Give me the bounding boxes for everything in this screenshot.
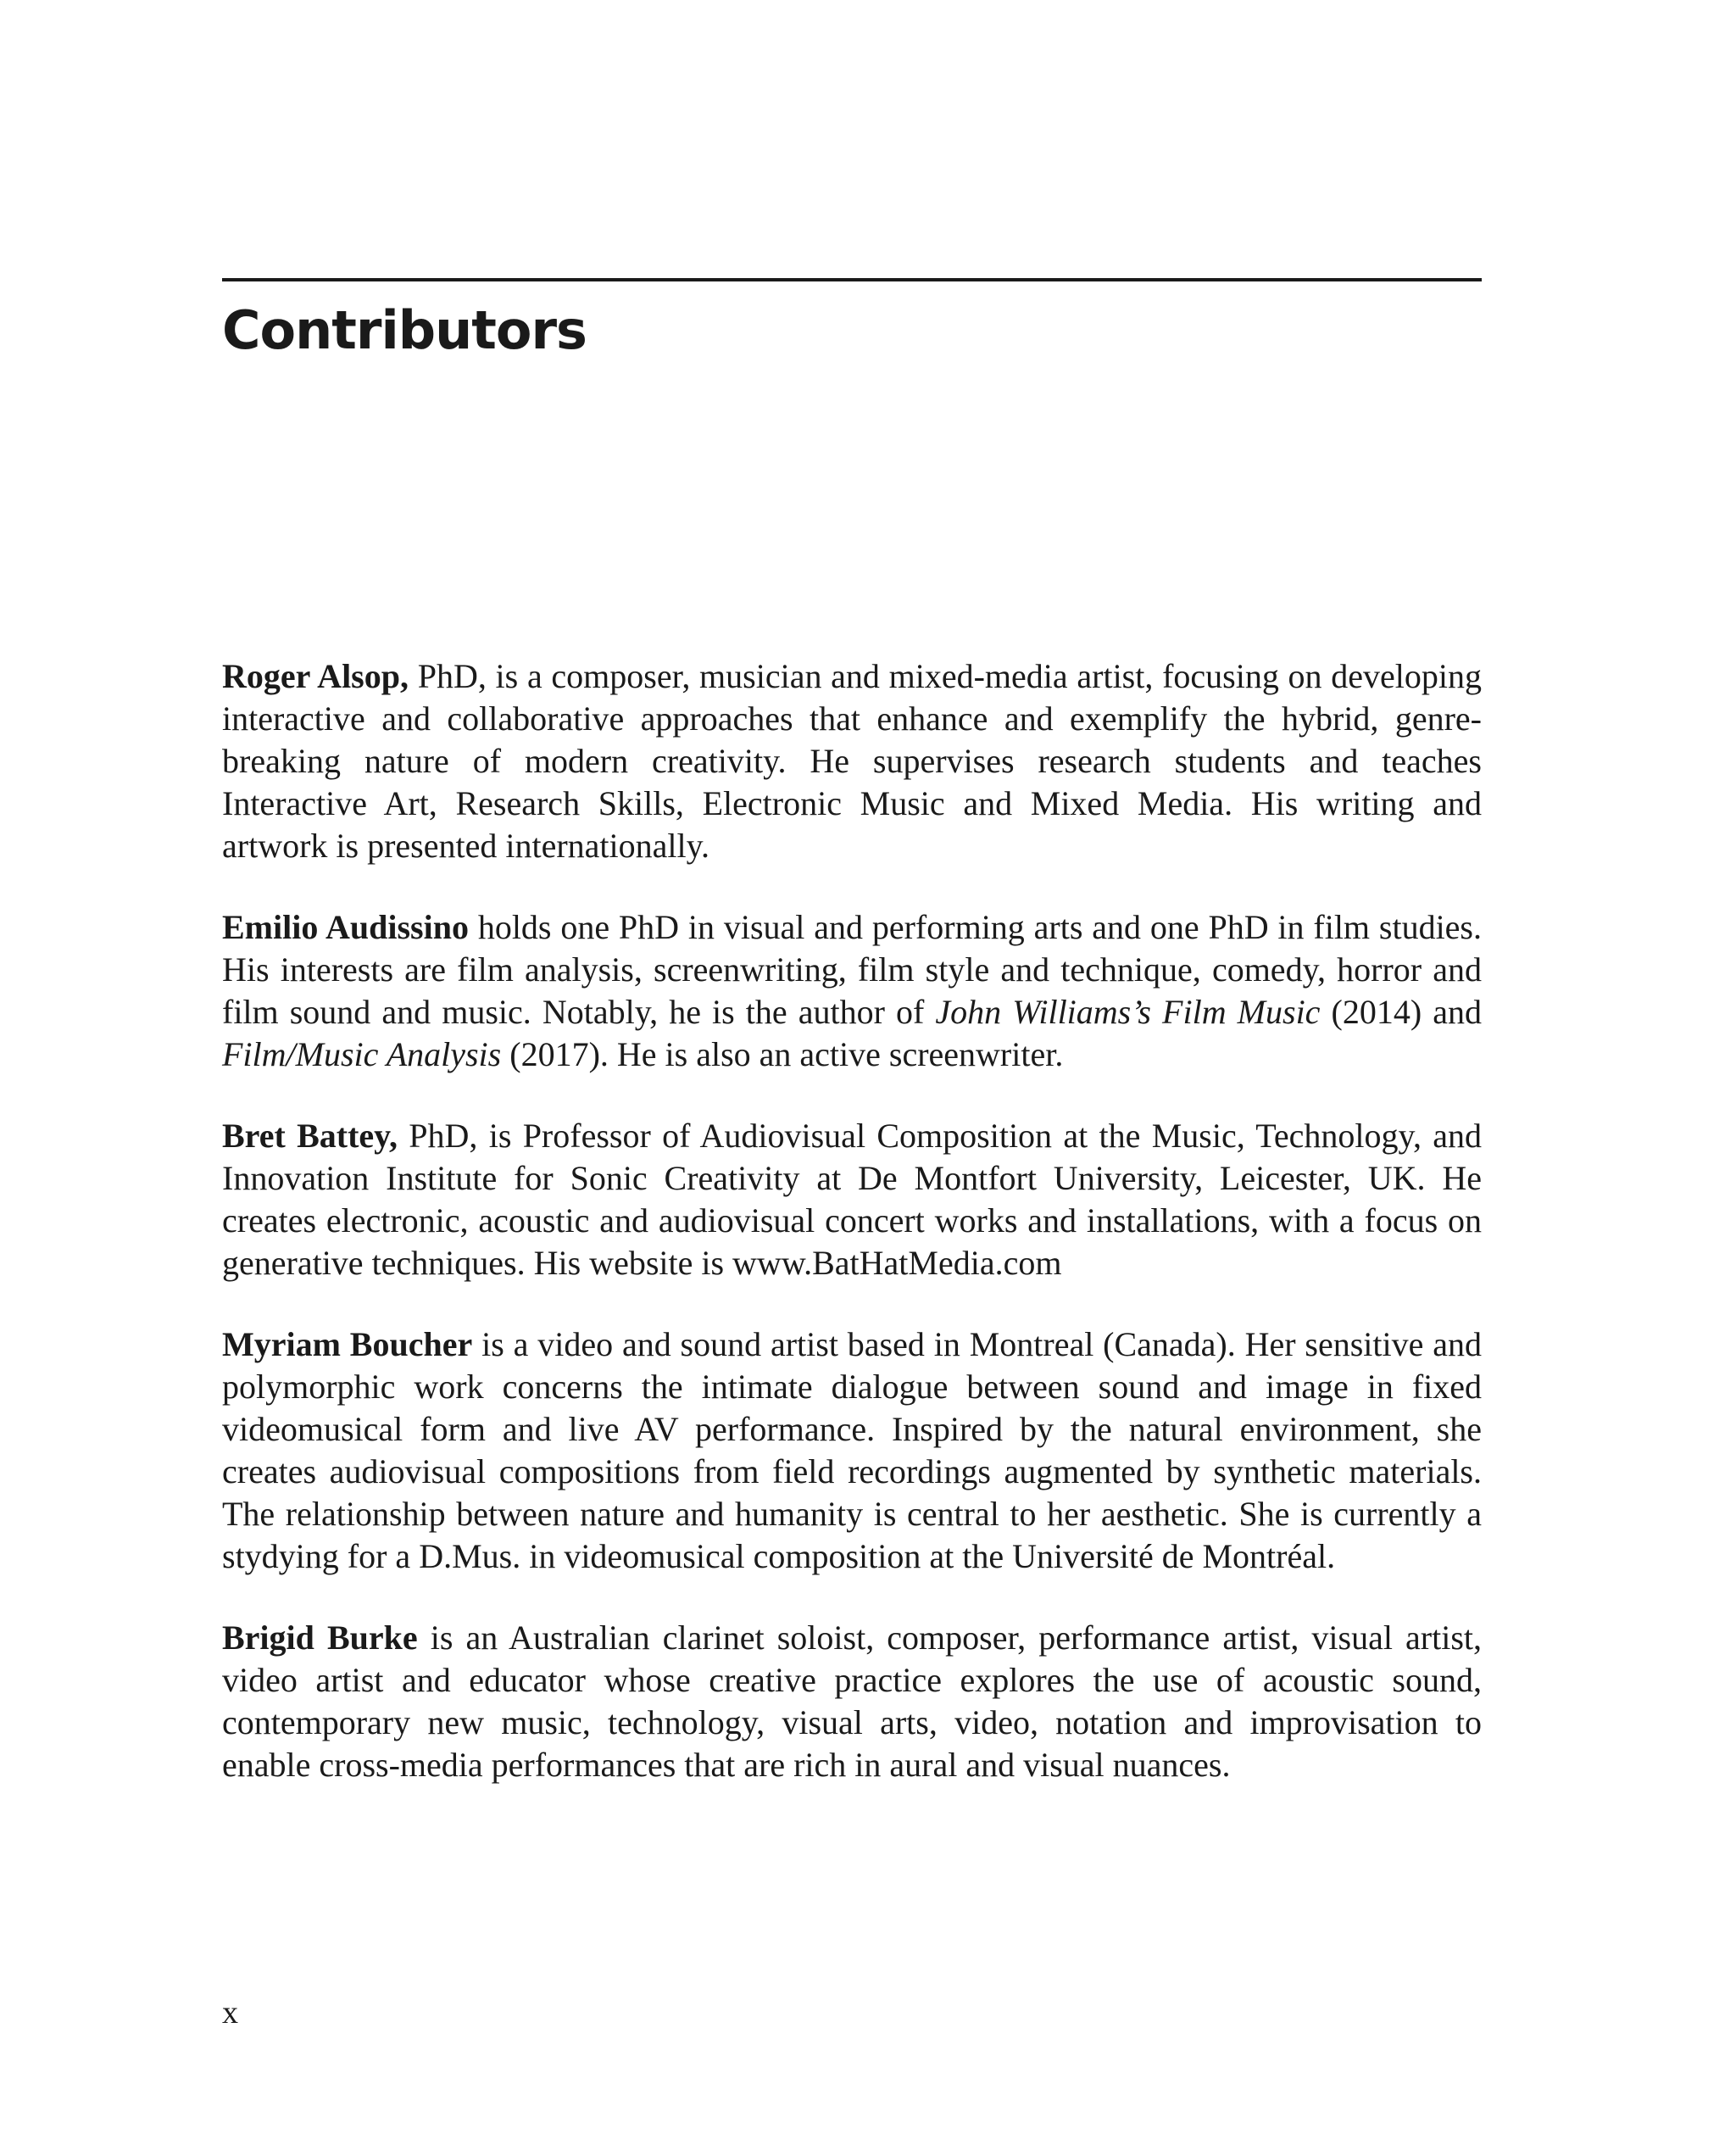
contributor-bio: PhD, is a composer, musician and mixed-media artist, focusing on developing interactive and collaborative approaches that enhance and exemplify the hybrid, genre-breaking nature of modern creativity. He supervises research students and teaches Interactive Art, Research Skills, Electronic Music and Mixed Media. His writing and artwork is presented internationally. xyxy=(222,657,1482,865)
contributor-name: Bret Battey, xyxy=(222,1117,398,1155)
contributor-name: Brigid Burke xyxy=(222,1618,418,1657)
contributor-name: Roger Alsop, xyxy=(222,657,409,695)
contributor-entry xyxy=(222,1617,1482,1786)
page-number: x xyxy=(222,1995,238,2031)
contributor-bio: is a video and sound artist based in Montreal (Canada). Her sensitive and polymorphic work concerns the intimate dialogue between sound and image in fixed videomusical form and live AV performance. Inspired by the natural environment, she creates audiovisual compositions from field recordings augmented by synthetic materials. The relationship between nature and humanity is central to her aesthetic. She is currently a stydying for a D.Mus. in videomusical composition at the Université de Montréal. xyxy=(222,1325,1483,1575)
contributor-entry xyxy=(222,1115,1482,1284)
contributor-name: Myriam Boucher xyxy=(222,1325,473,1363)
contributor-entry xyxy=(222,1323,1482,1578)
contributor-name: Emilio Audissino xyxy=(222,908,469,946)
book-page xyxy=(222,0,1482,2156)
contributor-bio: is an Australian clarinet soloist, composer, performance artist, visual artist, video artist and educator whose creative practice explores the use of acoustic sound, contemporary new music, technology, visual arts, video, notation and improvisation to enable cross-media performances that are rich in aural and visual nuances. xyxy=(222,1618,1482,1784)
contributor-bio: holds one PhD in visual and performing arts and one PhD in film studies. His interests are film analysis, screenwriting, film style and technique, comedy, horror and film sound and music. Notably, he is the author of xyxy=(222,908,1482,1031)
contributor-bio: (2014) and xyxy=(1320,993,1482,1031)
chapter-title: Contributors xyxy=(222,299,587,361)
work-title: John Williams’s Film Music xyxy=(935,993,1321,1031)
work-title: Film/Music Analysis xyxy=(222,1035,502,1073)
chapter-rule xyxy=(222,278,1482,281)
contributor-entry xyxy=(222,906,1482,1076)
contributor-bio: PhD, is Professor of Audiovisual Composition at the Music, Technology, and Innovation Institute for Sonic Creativity at De Montfort University, Leicester, UK. He creates electronic, acoustic and audiovisual concert works and installations, with a focus on generative techniques. His website is www.​BatHatMedia.com xyxy=(222,1117,1483,1282)
contributor-entry xyxy=(222,655,1482,867)
contributor-list xyxy=(222,655,1482,1825)
contributor-bio: (2017). He is also an active screenwriter. xyxy=(501,1035,1064,1073)
